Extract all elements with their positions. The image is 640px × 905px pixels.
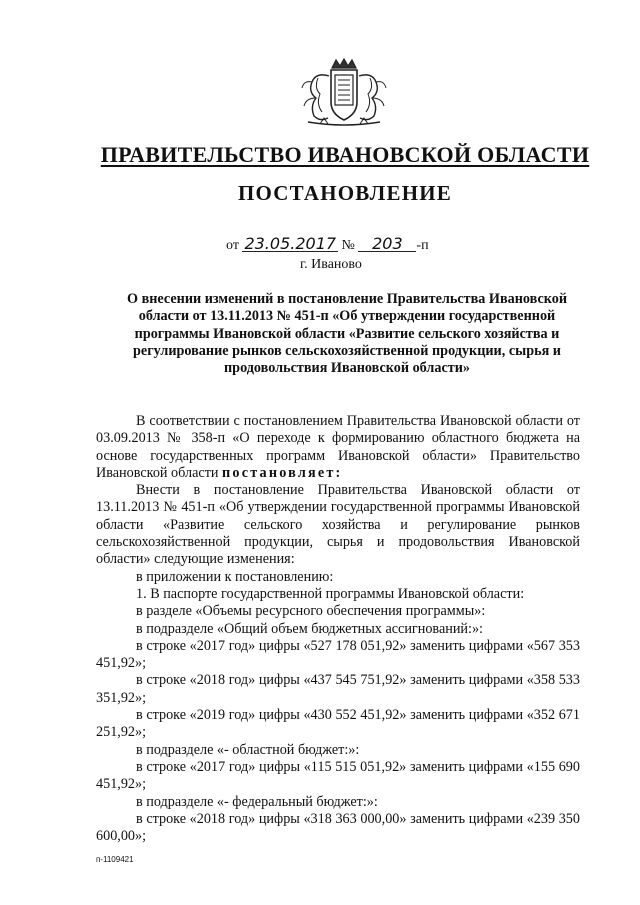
paragraph-2019-total: в строке «2019 год» цифры «430 552 451,92» заменить цифрами «352 671 251,92»; <box>96 707 580 741</box>
date-number-line <box>226 236 429 254</box>
paragraph-2018-total: в строке «2018 год» цифры «437 545 751,92» заменить цифрами «358 533 351,92»; <box>96 672 580 706</box>
paragraph-amend: Внести в постановление Правительства Ивановской области от 13.11.2013 № 451-п «Об утверждении государственной программы Ивановской области «Развитие сельского хозяйства и регулирование рынков сельскохозяйственной продукции, сырья и продовольствия Ивановской области» следующие изменения: <box>96 482 580 568</box>
preamble-text: В соответствии с постановлением Правительства Ивановской области от 03.09.2013 № 358-п «О переходе к формированию областного бюджета на основе государственных программ Ивановской области» Правительство Ивановской области <box>96 413 580 481</box>
paragraph-2017-total: в строке «2017 год» цифры «527 178 051,92» заменить цифрами «567 353 451,92»; <box>96 637 580 672</box>
document-type: ПОСТАНОВЛЕНИЕ <box>237 181 453 205</box>
document-code: п-1109421 <box>96 855 134 864</box>
resolves-word: постановляет: <box>222 464 343 481</box>
coat-of-arms-icon <box>298 58 390 128</box>
paragraph-subsection-total: в подразделе «Общий объем бюджетных ассигнований:»: <box>136 620 483 637</box>
paragraph-passport: 1. В паспорте государственной программы Ивановской области: <box>136 585 525 602</box>
paragraph-2018-federal: в строке «2018 год» цифры «318 363 000,00» заменить цифрами «239 350 600,00»; <box>96 810 580 845</box>
number-prefix: № <box>341 238 355 253</box>
paragraph-preamble <box>96 413 580 482</box>
paragraph-subsection-federal: в подразделе «- федеральный бюджет:»: <box>136 793 378 810</box>
date-prefix: от <box>226 238 239 253</box>
handwritten-number: 203 <box>358 236 416 252</box>
paragraph-2017-regional: в строке «2017 год» цифры «115 515 051,92» заменить цифрами «155 690 451,92»; <box>96 758 580 793</box>
paragraph-section: в разделе «Объемы ресурсного обеспечения программы»: <box>136 603 486 620</box>
city: г. Иваново <box>300 257 362 272</box>
paragraph-annex: в приложении к постановлению: <box>136 568 334 585</box>
paragraph-subsection-regional: в подразделе «- областной бюджет:»: <box>136 741 360 758</box>
resolution-body <box>96 413 580 845</box>
handwritten-date: 23.05.2017 <box>244 234 337 253</box>
government-name: ПРАВИТЕЛЬСТВО ИВАНОВСКОЙ ОБЛАСТИ <box>100 142 590 167</box>
number-suffix: -п <box>416 238 429 253</box>
resolution-title: О внесении изменений в постановление Правительства Ивановской области от 13.11.2013 № 451-п «Об утверждении государственной программы Ивановской области «Развитие сельского хозяйства и регулирование рынков сельскохозяйственной продукции, сырья и продовольствия Ивановской области» <box>127 291 567 377</box>
